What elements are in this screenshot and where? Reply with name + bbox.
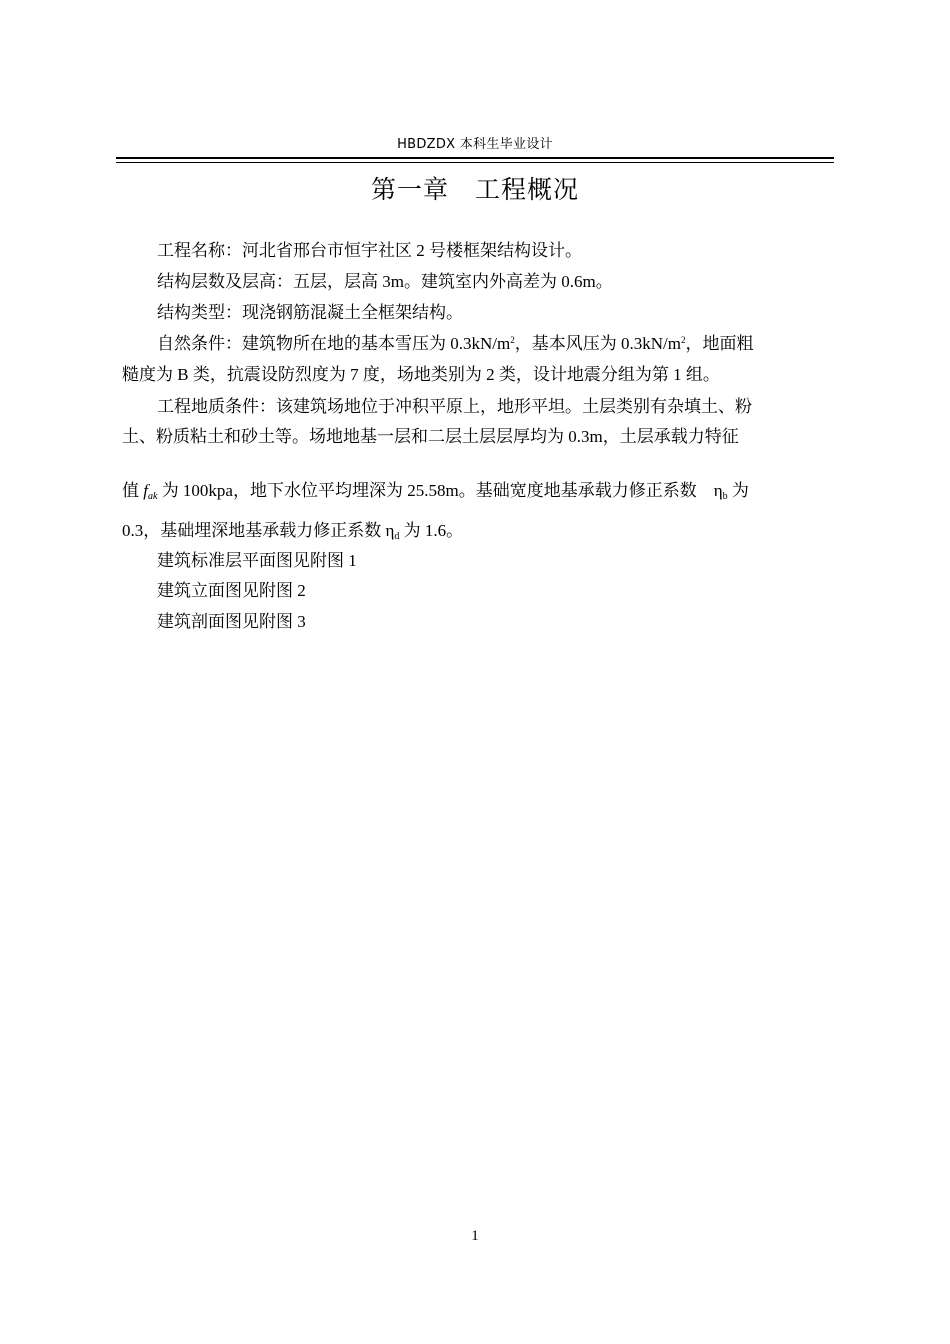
- subscript-d: d: [394, 531, 400, 542]
- paragraph-structure-type: 结构类型：现浇钢筋混凝土全框架结构。: [157, 303, 463, 322]
- header-rule-thick: [116, 157, 834, 159]
- paragraph-plan-drawing: 建筑标准层平面图见附图 1: [157, 551, 357, 570]
- paragraph-natural-conditions: [122, 329, 834, 359]
- text-span: ，基本风压为 0.3kN/m: [514, 334, 681, 353]
- paragraph-geology-line4: [122, 516, 834, 546]
- symbol-f: f: [143, 481, 148, 500]
- page-header: HBDZDX 本科生毕业设计: [397, 137, 553, 152]
- header-rule-thin: [116, 162, 834, 163]
- superscript: 2: [680, 335, 686, 345]
- paragraph-natural-conditions-line2: 糙度为 B 类，抗震设防烈度为 7 度，场地类别为 2 类，设计地震分组为第 1 组。: [122, 365, 720, 384]
- page-number: 1: [471, 1228, 479, 1244]
- text-span: 为: [727, 481, 749, 500]
- paragraph-elevation-drawing: 建筑立面图见附图 2: [157, 581, 306, 600]
- superscript: 2: [510, 335, 515, 345]
- subscript-b: b: [722, 491, 728, 502]
- paragraph-floors: 结构层数及层高：五层，层高 3m。建筑室内外高差为 0.6m。: [157, 272, 613, 291]
- text-span: 值: [122, 481, 144, 500]
- text-span: 0.3，基础埋深地基承载力修正系数 η: [122, 521, 395, 540]
- paragraph-section-drawing: 建筑剖面图见附图 3: [157, 612, 306, 631]
- subscript-ak: ak: [147, 491, 158, 502]
- paragraph-project-name: 工程名称：河北省邢台市恒宇社区 2 号楼框架结构设计。: [157, 241, 582, 260]
- paragraph-geology-line2: 土、粉质粘土和砂土等。场地地基一层和二层土层层厚均为 0.3m，土层承载力特征: [122, 427, 739, 446]
- text-span: ，地面粗: [685, 334, 754, 353]
- chapter-title: 第一章 工程概况: [370, 175, 579, 204]
- text-span: 为 1.6。: [399, 521, 464, 540]
- paragraph-geology: 工程地质条件：该建筑场地位于冲积平原上，地形平坦。土层类别有杂填土、粉: [157, 397, 752, 416]
- text-span: 为 100kpa，地下水位平均埋深为 25.58m。基础宽度地基承载力修正系数 η: [157, 481, 723, 500]
- paragraph-geology-line3: [122, 476, 834, 506]
- text-span: 自然条件：建筑物所在地的基本雪压为 0.3kN/m: [157, 334, 511, 353]
